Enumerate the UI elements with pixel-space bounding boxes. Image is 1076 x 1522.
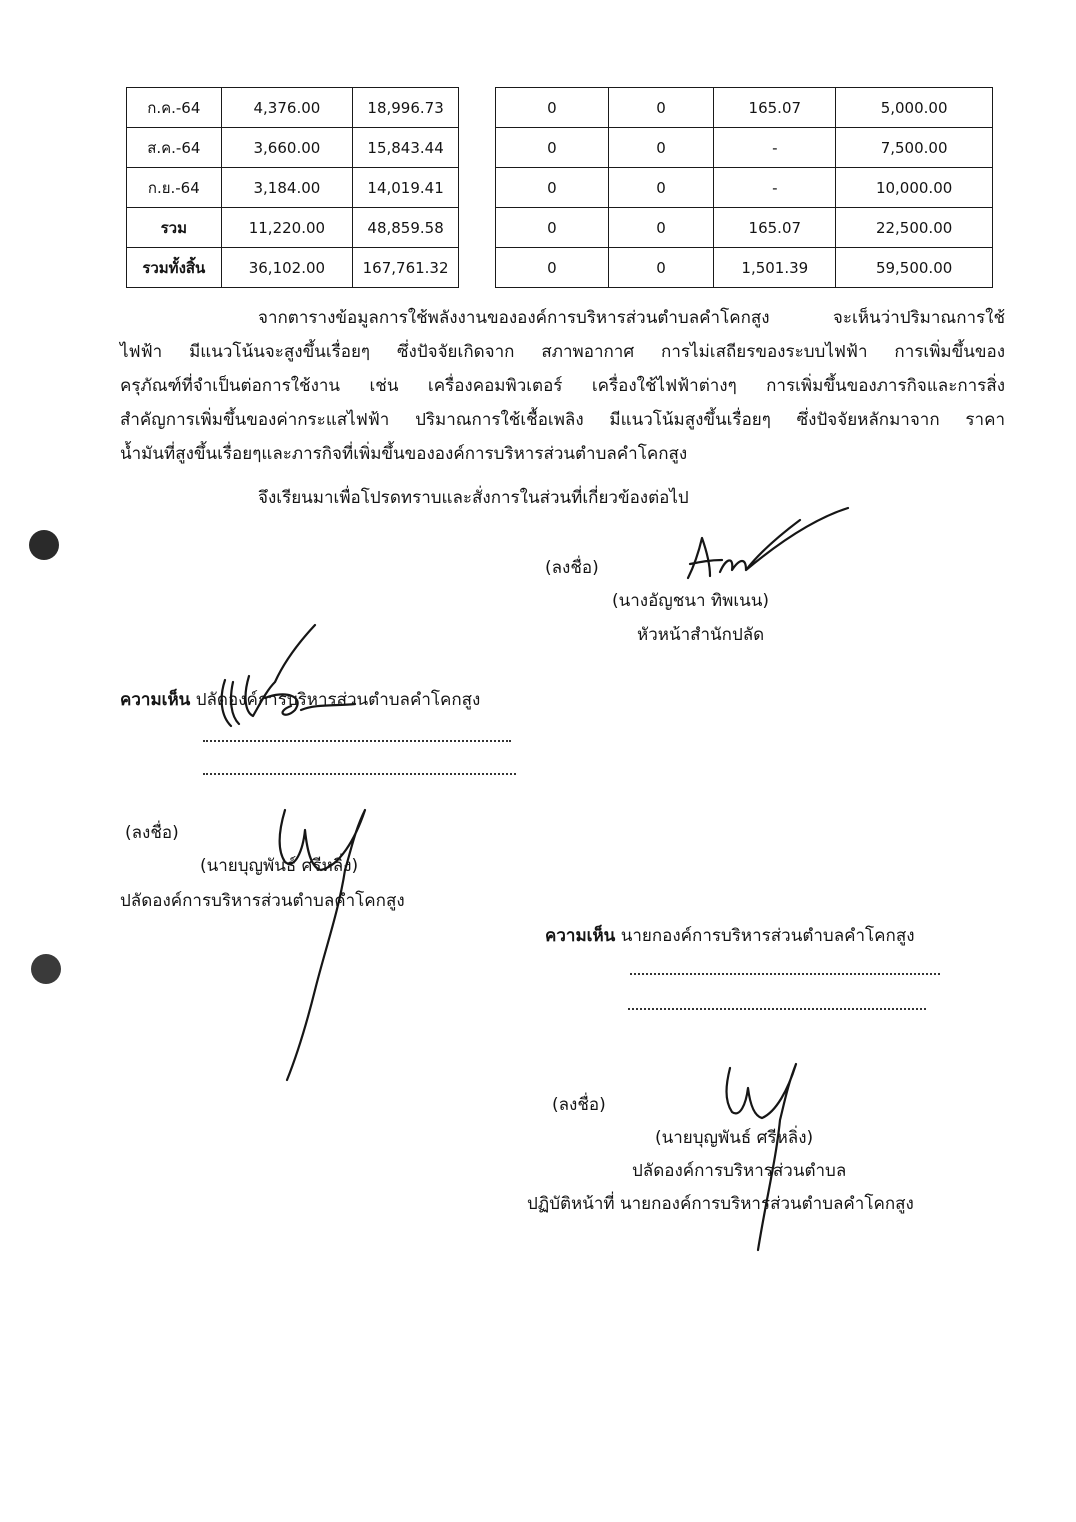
signer-position: หัวหน้าสำนักปลัด xyxy=(637,625,765,645)
table-cell: 3,184.00 xyxy=(221,168,353,208)
fuel-table xyxy=(495,87,993,288)
signer-position: ปลัดองค์การบริหารส่วนตำบลคำโคกสูง xyxy=(120,891,405,911)
opinion-heading xyxy=(545,928,915,945)
opinion-line xyxy=(203,740,511,742)
signature-image xyxy=(680,500,860,590)
table-cell: ก.ค.-64 xyxy=(127,88,222,128)
table-row xyxy=(496,128,993,168)
table-cell: 18,996.73 xyxy=(353,88,459,128)
table-cell: - xyxy=(714,128,836,168)
table-cell: 0 xyxy=(496,128,609,168)
table-cell: 165.07 xyxy=(714,208,836,248)
closing-line: จึงเรียนมาเพื่อโปรดทราบและสั่งการในส่วนที่เกี่ยวข้องต่อไป xyxy=(258,488,689,508)
table-cell: 4,376.00 xyxy=(221,88,353,128)
signer-name: (นายบุญพันธ์ ศรีหลิ่ง) xyxy=(200,856,359,876)
table-row xyxy=(496,168,993,208)
table-cell: 1,501.39 xyxy=(714,248,836,288)
table-cell: 10,000.00 xyxy=(836,168,993,208)
table-cell: 0 xyxy=(496,88,609,128)
body-line: น้ำมันที่สูงขึ้นเรื่อยๆและภารกิจที่เพิ่มขึ้นขององค์การบริหารส่วนตำบลคำโคกสูง xyxy=(120,444,688,464)
table-row-total xyxy=(496,248,993,288)
body-line: ไฟฟ้า มีแนวโน้นจะสูงขึ้นเรื่อยๆ ซึ่งปัจจัยเกิดจาก สภาพอากาศ การไม่เสถียรของระบบไฟฟ้า การเพิ่มขึ้นของ xyxy=(120,342,1005,362)
opinion-line xyxy=(628,1008,926,1010)
opinion-label: ความเห็น xyxy=(120,690,191,710)
table-cell: 167,761.32 xyxy=(353,248,459,288)
table-cell: 0 xyxy=(496,168,609,208)
opinion-label: ความเห็น xyxy=(545,926,616,946)
table-cell: 22,500.00 xyxy=(836,208,993,248)
table-cell: 0 xyxy=(608,208,714,248)
table-row-subtotal xyxy=(127,208,459,248)
opinion-line xyxy=(203,773,516,775)
table-cell: ส.ค.-64 xyxy=(127,128,222,168)
table-cell: 15,843.44 xyxy=(353,128,459,168)
table-cell: 48,859.58 xyxy=(353,208,459,248)
table-row xyxy=(127,88,459,128)
table-cell: 11,220.00 xyxy=(221,208,353,248)
table-row xyxy=(127,128,459,168)
table-cell: 0 xyxy=(608,248,714,288)
body-line: สำคัญการเพิ่มขึ้นของค่ากระแสไฟฟ้า ปริมาณการใช้เชื้อเพลิง มีแนวโน้มสูงขึ้นเรื่อยๆ ซึ่งปัจจัยหลักมาจาก ราคา xyxy=(120,410,1005,430)
table-cell: 7,500.00 xyxy=(836,128,993,168)
table-cell: 0 xyxy=(608,128,714,168)
electricity-table xyxy=(126,87,459,288)
opinion-title: นายกองค์การบริหารส่วนตำบลคำโคกสูง xyxy=(620,926,915,946)
opinion-title: ปลัดองค์การบริหารส่วนตำบลคำโคกสูง xyxy=(195,690,481,710)
signature-image xyxy=(700,1050,810,1260)
table-cell: 3,660.00 xyxy=(221,128,353,168)
table-cell: 5,000.00 xyxy=(836,88,993,128)
table-cell: 36,102.00 xyxy=(221,248,353,288)
signer-position: ปฏิบัติหน้าที่ นายกองค์การบริหารส่วนตำบลคำโคกสูง xyxy=(527,1194,914,1214)
body-line: ครุภัณฑ์ที่จำเป็นต่อการใช้งาน เช่น เครื่องคอมพิวเตอร์ เครื่องใช้ไฟฟ้าต่างๆ การเพิ่มขึ้นของภารกิจและการสิ่ง xyxy=(120,376,1005,396)
signer-name: (นางอัญชนา ทิพเนน) xyxy=(612,591,770,611)
sign-label: (ลงชื่อ) xyxy=(125,823,179,843)
table-cell: รวม xyxy=(127,208,222,248)
table-cell: 0 xyxy=(608,88,714,128)
signer-name: (นายบุญพันธ์ ศรีหลิ่ง) xyxy=(655,1128,814,1148)
table-row-subtotal xyxy=(496,208,993,248)
body-line: จากตารางข้อมูลการใช้พลังงานขององค์การบริหารส่วนตำบลคำโคกสูง จะเห็นว่าปริมาณการใช้ xyxy=(258,308,1005,328)
table-cell: - xyxy=(714,168,836,208)
sign-label: (ลงชื่อ) xyxy=(545,558,599,578)
opinion-line xyxy=(630,973,940,975)
table-row xyxy=(127,168,459,208)
table-cell: รวมทั้งสิ้น xyxy=(127,248,222,288)
table-row xyxy=(496,88,993,128)
signer-position: ปลัดองค์การบริหารส่วนตำบล xyxy=(632,1161,847,1181)
signature-image xyxy=(255,790,395,1090)
table-row-total xyxy=(127,248,459,288)
table-cell: 0 xyxy=(496,208,609,248)
signature-image xyxy=(205,620,405,740)
punch-hole-top xyxy=(29,530,59,560)
table-cell: 0 xyxy=(608,168,714,208)
table-cell: 14,019.41 xyxy=(353,168,459,208)
table-cell: ก.ย.-64 xyxy=(127,168,222,208)
sign-label: (ลงชื่อ) xyxy=(552,1095,606,1115)
table-cell: 165.07 xyxy=(714,88,836,128)
table-cell: 0 xyxy=(496,248,609,288)
table-cell: 59,500.00 xyxy=(836,248,993,288)
punch-hole-bottom xyxy=(31,954,61,984)
